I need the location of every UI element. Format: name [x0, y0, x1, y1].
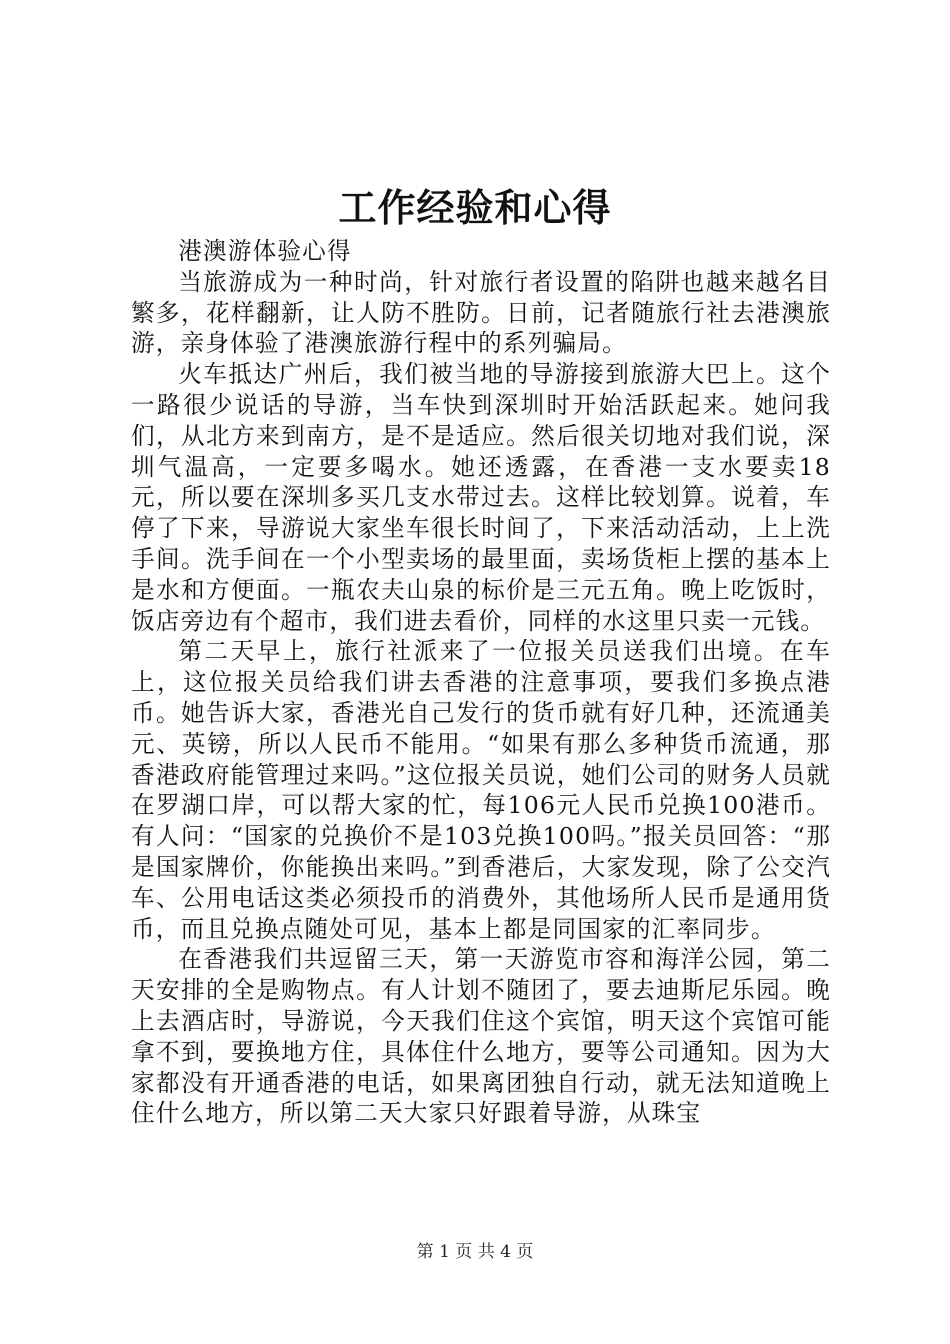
body-paragraph: 当旅游成为一种时尚，针对旅行者设置的陷阱也越来越名目繁多，花样翻新，让人防不胜防。日前，记者随旅行社去港澳旅游，亲身体验了港澳旅游行程中的系列骗局。 [131, 267, 831, 358]
subtitle-paragraph: 港澳游体验心得 [178, 237, 352, 265]
body-paragraph: 在香港我们共逗留三天，第一天游览市容和海洋公园，第二天安排的全是购物点。有人计划不随团了，要去迪斯尼乐园。晚上去酒店时，导游说，今天我们住这个宾馆，明天这个宾馆可能拿不到，要换地方住，具体住什么地方，要等公司通知。因为大家都没有开通香港的电话，如果离团独自行动，就无法知道晚上住什么地方，所以第二天大家只好跟着导游，从珠宝 [131, 945, 831, 1128]
body-paragraph: 火车抵达广州后，我们被当地的导游接到旅游大巴上。这个一路很少说话的导游，当车快到深圳时开始活跃起来。她问我们，从北方来到南方，是不是适应。然后很关切地对我们说，深圳气温高，一定要多喝水。她还透露，在香港一支水要卖18元，所以要在深圳多买几支水带过去。这样比较划算。说着，车停了下来，导游说大家坐车很长时间了，下来活动活动，上上洗手间。洗手间在一个小型卖场的最里面，卖场货柜上摆的基本上是水和方便面。一瓶农夫山泉的标价是三元五角。晚上吃饭时，饭店旁边有个超市，我们进去看价，同样的水这里只卖一元钱。 [131, 360, 831, 635]
page-number-footer: 第 1 页 共 4 页 [416, 1242, 534, 1262]
document-body [131, 236, 831, 1129]
body-paragraph: 第二天早上，旅行社派来了一位报关员送我们出境。在车上，这位报关员给我们讲去香港的注意事项，要我们多换点港币。她告诉大家，香港光自己发行的货币就有好几种，还流通美元、英镑，所以人民币不能用。“如果有那么多种货币流通，那香港政府能管理过来吗。”这位报关员说，她们公司的财务人员就在罗湖口岸，可以帮大家的忙，每106元人民币兑换100港币。有人问：“国家的兑换价不是103兑换100吗。”报关员回答：“那是国家牌价，你能换出来吗。”到香港后，大家发现，除了公交汽车、公用电话这类必须投币的消费外，其他场所人民币是通用货币，而且兑换点随处可见，基本上都是同国家的汇率同步。 [131, 637, 831, 943]
document-title: 工作经验和心得 [338, 185, 612, 230]
